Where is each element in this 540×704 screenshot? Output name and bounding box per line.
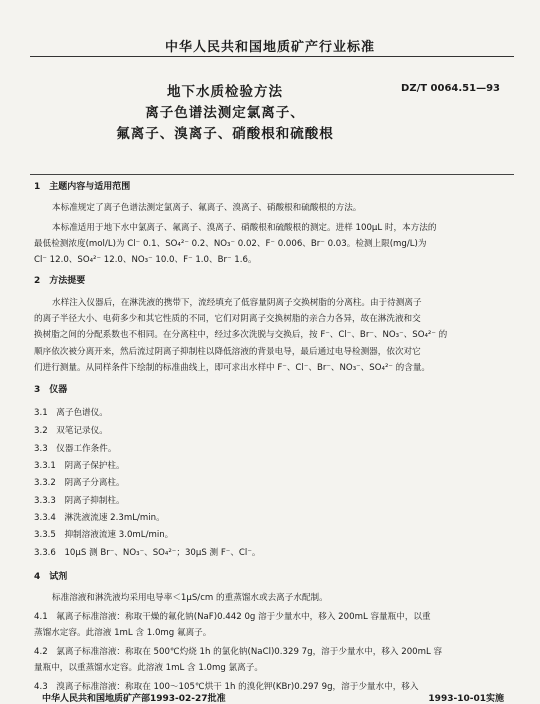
paragraph-line: 顺序依次被分离开来，然后流过阴离子抑制柱以降低溶液的背景电导，最后通过电导检测器，依次对它: [34, 347, 421, 357]
list-item: 3.3.4 淋洗液流速 2.3mL/min。: [34, 513, 165, 523]
list-item: 3.1 离子色谱仪。: [34, 408, 108, 418]
implementation-date: 1993-10-01实施: [428, 694, 504, 704]
standard-header: 中华人民共和国地质矿产行业标准: [164, 40, 375, 55]
list-item: 3.3.5 抑制溶液流速 3.0mL/min。: [34, 530, 174, 540]
doc-title-line-2: 离子色谱法测定氯离子、: [145, 105, 305, 121]
paragraph-line: 换树脂之间的分配系数也不相同。在分离柱中，经过多次洗脱与交换后，按 F⁻、Cl⁻、Br⁻、NO₃⁻、SO₄²⁻ 的: [34, 330, 448, 340]
list-item: 3.3.2 阴离子分离柱。: [34, 478, 125, 488]
doc-title-line-3: 氟离子、溴离子、硝酸根和硫酸根: [116, 126, 334, 142]
paragraph-line: 4.2 氯离子标准溶液：称取在 500℃灼烧 1h 的氯化钠(NaCl)0.329 7g，溶于少量水中，移入 200mL 容: [34, 647, 443, 657]
title-divider: [30, 174, 514, 175]
header-divider: [30, 56, 514, 57]
approval-date: 中华人民共和国地质矿产部1993-02-27批准: [42, 694, 226, 704]
paragraph-line: 水样注入仪器后，在淋洗液的携带下，流经填充了低容量阴离子交换树脂的分离柱。由于待测离子: [52, 298, 422, 308]
paragraph-line: 最低检测浓度(mol/L)为 Cl⁻ 0.1、SO₄²⁻ 0.2、NO₃⁻ 0.02、F⁻ 0.006、Br⁻ 0.03。检测上限(mg/L)为: [34, 239, 427, 249]
section-heading-2: 2 方法提要: [34, 276, 86, 286]
list-item: 3.3 仪器工作条件。: [34, 444, 117, 454]
paragraph-line: Cl⁻ 12.0、SO₄²⁻ 12.0、NO₃⁻ 10.0、F⁻ 1.0、Br⁻ 1.6。: [34, 255, 257, 265]
paragraph-line: 量瓶中，以重蒸馏水定容。此溶液 1mL 含 1.0mg 氯离子。: [34, 663, 263, 673]
paragraph-line: 本标准规定了离子色谱法测定氯离子、氟离子、溴离子、硝酸根和硫酸根的方法。: [52, 203, 362, 213]
section-heading-1: 1 主题内容与适用范围: [34, 182, 131, 192]
paragraph-line: 标准溶液和淋洗液均采用电导率＜1μS/cm 的重蒸馏水或去离子水配制。: [52, 593, 328, 603]
list-item: 3.3.6 10μS 测 Br⁻、NO₃⁻、SO₄²⁻；30μS 测 F⁻、Cl⁻。: [34, 548, 261, 558]
doc-title-line-1: 地下水质检验方法: [167, 84, 283, 100]
paragraph-line: 本标准适用于地下水中氯离子、氟离子、溴离子、硝酸根和硫酸根的测定。进样 100μL 时，本方法的: [52, 223, 437, 233]
list-item: 3.3.3 阴离子抑制柱。: [34, 496, 125, 506]
paragraph-line: 4.1 氟离子标准溶液：称取干燥的氟化钠(NaF)0.442 0g 溶于少量水中，移入 200mL 容量瓶中，以重: [34, 612, 431, 622]
paragraph-line: 蒸馏水定容。此溶液 1mL 含 1.0mg 氟离子。: [34, 628, 212, 638]
paragraph-line: 们进行测量。从同样条件下绘制的标准曲线上，即可求出水样中 F⁻、Cl⁻、Br⁻、NO₃⁻、SO₄²⁻ 的含量。: [34, 363, 431, 373]
standard-code: DZ/T 0064.51—93: [401, 83, 500, 94]
list-item: 3.3.1 阴离子保护柱。: [34, 461, 125, 471]
paragraph-line: 的离子半径大小、电荷多少和其它性质的不同，它们对阴离子交换树脂的亲合力各异，故在淋洗液和交: [34, 314, 421, 324]
section-heading-3: 3 仪器: [34, 385, 68, 395]
paragraph-line: 4.3 溴离子标准溶液：称取在 100～105℃烘干 1h 的溴化钾(KBr)0.297 9g，溶于少量水中，移入: [34, 682, 419, 692]
section-heading-4: 4 试剂: [34, 572, 68, 582]
list-item: 3.2 双笔记录仪。: [34, 426, 108, 436]
